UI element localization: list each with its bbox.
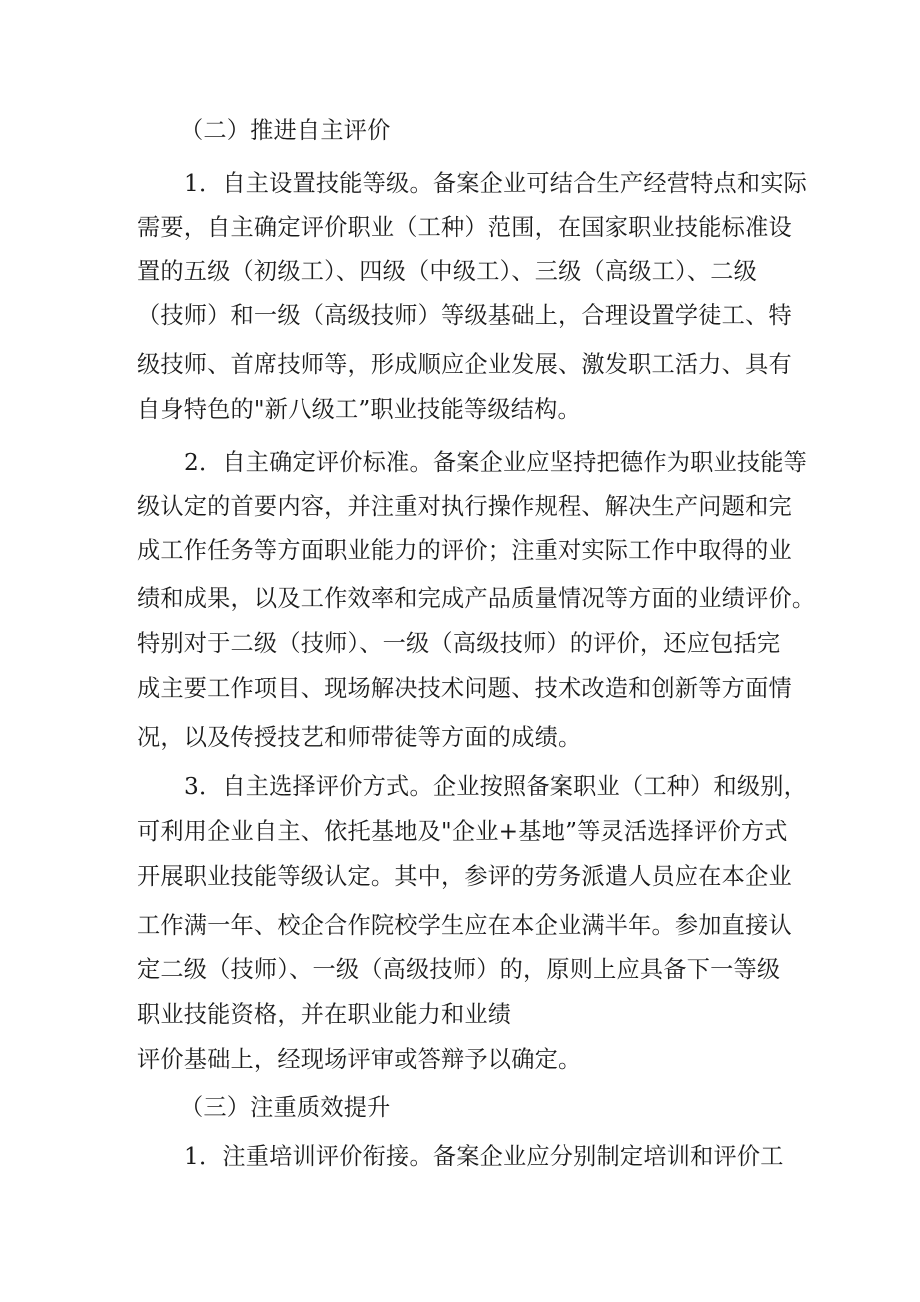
- paragraph-line: 评价基础上，经现场评审或答辩予以确定。: [137, 1046, 582, 1073]
- paragraph-line: 需要，自主确定评价职业（工种）范围，在国家职业技能标准设: [137, 214, 792, 241]
- paragraph-line: （技师）和一级（高级技师）等级基础上，合理设置学徒工、特: [137, 302, 792, 329]
- paragraph-line: 绩和成果，以及工作效率和完成产品质量情况等方面的业绩评价。: [137, 585, 816, 612]
- paragraph-line: [184, 1142, 920, 1172]
- paragraph-line: 工作满一年、校企合作院校学生应在本企业满半年。参加直接认: [137, 912, 792, 939]
- paragraph-line: [184, 448, 920, 478]
- item-lead: 2．自主确定评价标准。: [184, 449, 433, 476]
- section-heading-3: （三）注重质效提升: [180, 1094, 391, 1121]
- paragraph-line: 成主要工作项目、现场解决技术问题、技术改造和创新等方面情: [137, 675, 792, 702]
- paragraph-line: 自身特色的"新八级工”职业技能等级结构。: [137, 396, 581, 423]
- item-text: 备案企业可结合生产经营特点和实际: [432, 170, 808, 197]
- paragraph-line: 级认定的首要内容，并注重对执行操作规程、解决生产问题和完: [137, 493, 792, 520]
- item-text: 备案企业应坚持把德作为职业技能等: [432, 449, 808, 476]
- item-lead: 1．自主设置技能等级。: [184, 170, 433, 197]
- paragraph-line: 置的五级（初级工）、四级（中级工）、三级（高级工）、二级: [137, 258, 758, 285]
- item-lead: 3．自主选择评价方式。: [184, 773, 433, 800]
- paragraph-line: [184, 169, 920, 199]
- paragraph-line: 定二级（技师）、一级（高级技师）的，原则上应具备下一等级: [137, 956, 781, 983]
- paragraph-line: 成工作任务等方面职业能力的评价；注重对实际工作中取得的业: [137, 537, 792, 564]
- paragraph-line: 开展职业技能等级认定。其中，参评的劳务派遣人员应在本企业: [137, 863, 792, 890]
- section-heading-2: （二）推进自主评价: [180, 117, 391, 144]
- paragraph-line: 特别对于二级（技师）、一级（高级技师）的评价，还应包括完: [137, 630, 781, 657]
- paragraph-line: 级技师、首席技师等，形成顺应企业发展、激发职工活力、具有: [137, 351, 792, 378]
- item-text: 备案企业应分别制定培训和评价工: [432, 1143, 784, 1170]
- item-lead: 1．注重培训评价衔接。: [184, 1143, 433, 1170]
- paragraph-line: [184, 772, 920, 802]
- paragraph-line: 可利用企业自主、依托基地及"企业+基地”等灵活选择评价方式: [137, 818, 788, 845]
- item-text: 企业按照备案职业（工种）和级别，: [432, 773, 808, 800]
- paragraph-line: 职业技能资格，并在职业能力和业绩: [137, 1001, 512, 1028]
- paragraph-line: 况，以及传授技艺和师带徒等方面的成绩。: [137, 724, 582, 751]
